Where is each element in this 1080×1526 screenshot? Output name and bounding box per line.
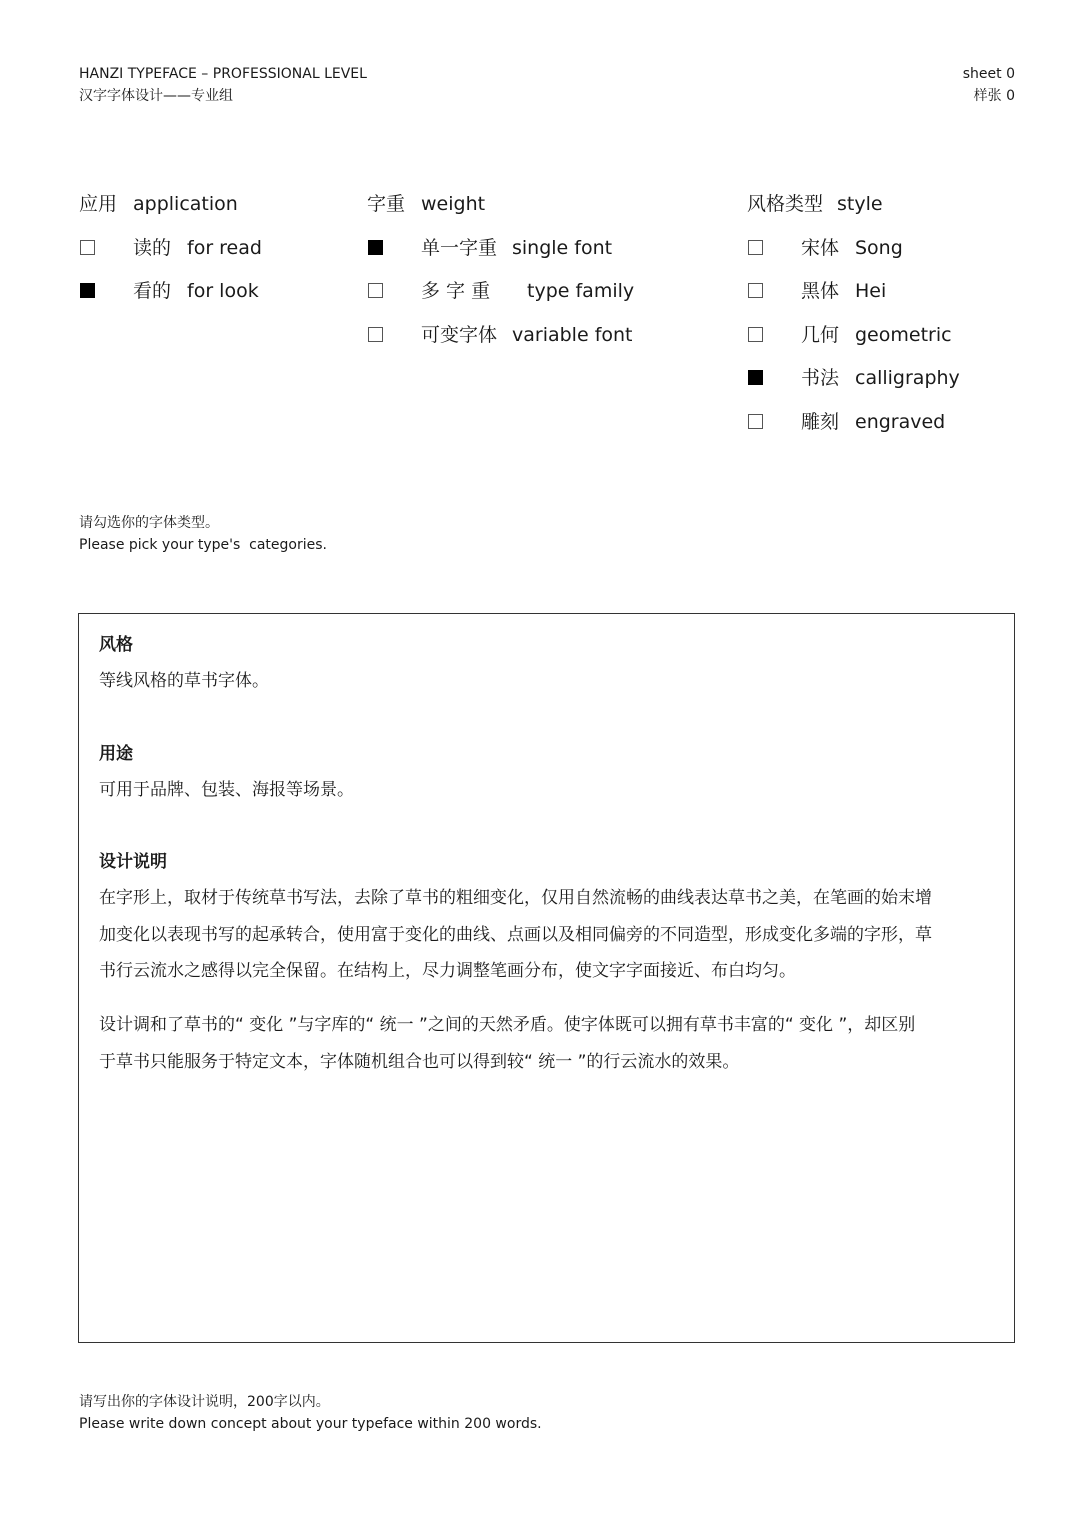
design-paragraph-2 — [99, 1007, 991, 1080]
sheet-en: sheet 0 — [962, 66, 1015, 82]
option-for-read: 读的 for read — [133, 237, 262, 259]
checkbox-type-family[interactable] — [368, 283, 383, 298]
pick-note — [79, 512, 327, 556]
paragraph-line: 在字形上，取材于传统草书写法，去除了草书的粗细变化，仅用自然流畅的曲线表达草书之美，在笔画的始末增 — [99, 888, 932, 908]
option-geometric: 几何 geometric — [801, 324, 952, 346]
usage-section-text: 可用于品牌、包装、海报等场景。 — [99, 780, 354, 800]
checkbox-single-font[interactable] — [368, 240, 383, 255]
checkbox-hei[interactable] — [748, 283, 763, 298]
option-song: 宋体 Song — [801, 237, 903, 259]
paragraph-line: 设计调和了草书的“ 变化 ”与字库的“ 统一 ”之间的天然矛盾。使字体既可以拥有草书丰富的“ 变化 ”，却区别 — [99, 1015, 916, 1035]
checkbox-geometric[interactable] — [748, 327, 763, 342]
title-zh: 汉字字体设计——专业组 — [79, 88, 233, 104]
header-right — [963, 63, 1015, 107]
paragraph-line: 于草书只能服务于特定文本，字体随机组合也可以得到较“ 统一 ”的行云流水的效果。 — [99, 1051, 740, 1072]
paragraph-line: 书行云流水之感得以完全保留。在结构上，尽力调整笔画分布，使文字字面接近、布白均匀。 — [99, 961, 796, 981]
option-hei: 黑体 Hei — [801, 280, 887, 302]
style-section-text: 等线风格的草书字体。 — [99, 671, 269, 691]
design-section-title: 设计说明 — [99, 852, 167, 872]
checkbox-for-look[interactable] — [80, 283, 95, 298]
option-engraved: 雕刻 engraved — [801, 411, 946, 433]
weight-heading: 字重 weight — [367, 193, 486, 215]
checkbox-for-read[interactable] — [80, 240, 95, 255]
write-note — [79, 1391, 542, 1435]
option-single-font: 单一字重 single font — [421, 237, 613, 259]
title-en: HANZI TYPEFACE – PROFESSIONAL LEVEL — [79, 66, 367, 82]
design-paragraph-1 — [99, 880, 991, 990]
style-heading: 风格类型 style — [747, 193, 883, 215]
paragraph-line: 加变化以表现书写的起承转合，使用富于变化的曲线、点画以及相同偏旁的不同造型，形成变化多端的字形，草 — [99, 924, 932, 945]
option-for-look: 看的 for look — [133, 280, 259, 302]
checkbox-song[interactable] — [748, 240, 763, 255]
option-variable-font: 可变字体 variable font — [421, 324, 633, 346]
application-heading: 应用 application — [79, 193, 238, 215]
checkbox-variable-font[interactable] — [368, 327, 383, 342]
checkbox-engraved[interactable] — [748, 414, 763, 429]
pick-note-zh: 请勾选你的字体类型。 — [79, 515, 219, 531]
usage-section-title: 用途 — [99, 744, 133, 764]
header-left — [79, 63, 367, 107]
pick-note-en: Please pick your type's categories. — [79, 537, 327, 553]
write-note-en: Please write down concept about your typeface within 200 words. — [79, 1416, 542, 1432]
checkbox-calligraphy[interactable] — [748, 370, 763, 385]
style-section-title: 风格 — [99, 635, 133, 655]
write-note-zh: 请写出你的字体设计说明，200字以内。 — [79, 1394, 330, 1410]
sheet-zh: 样张 0 — [973, 88, 1015, 104]
option-type-family: 多 字 重 type family — [421, 280, 635, 302]
option-calligraphy: 书法 calligraphy — [801, 367, 960, 389]
